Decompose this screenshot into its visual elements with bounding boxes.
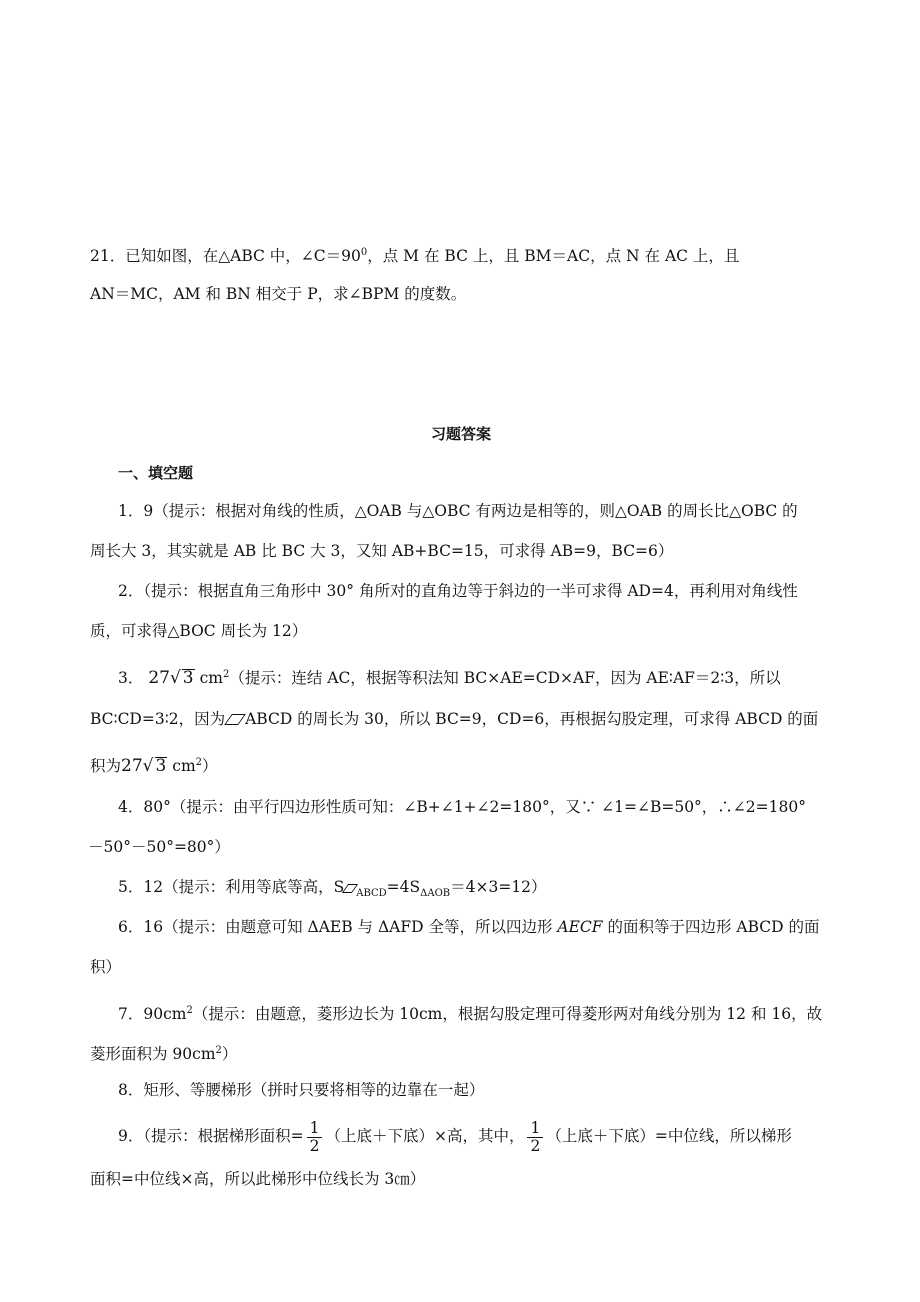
answer-4-line1: 4．80°（提示：由平行四边形性质可知：∠B+∠1+∠2=180°，又∵ ∠1=∠B=50°，∴∠2=180° [118, 798, 806, 816]
answer-2-line1: 2．（提示：根据直角三角形中 30° 角所对的直角边等于斜边的一半可求得 AD=4，再利用对角线性 [118, 582, 798, 600]
parallelogram-icon [226, 714, 244, 725]
answer-6-line1: 6．16（提示：由题意可知 ΔAEB 与 ΔAFD 全等，所以四边形 AECF 的面积等于四边形 ABCD 的面 [118, 918, 820, 936]
answer-9-line1: 9．（提示：根据梯形面积= $\frac{1}{2}$ （上底＋下底）×高，其中， $\frac{1}{2}$ （上底＋下底）=中位线，所以梯形 [118, 1118, 792, 1155]
answer-4-line2: －50°－50°=80°） [88, 838, 230, 856]
answer-9-line2: 面积=中位线×高，所以此梯形中位线长为 3㎝） [90, 1170, 426, 1188]
answer-7-line1: 7．$90cm^2$（提示：由题意，菱形边长为 10cm，根据勾股定理可得菱形两对角线分别为 12 和 16，故 [118, 1005, 823, 1024]
fraction-half: $\frac{1}{2}$ [527, 1120, 543, 1155]
answer-2-line2: 质，可求得△BOC 周长为 12） [90, 622, 308, 640]
sqrt-expression: 27√ 3 [148, 668, 194, 689]
answers-title: 习题答案 [431, 425, 492, 443]
answer-3-line1: 3． 27√ 3 $cm^2$（提示：连结 AC，根据等积法知 BC×AE=CD×AF，因为 AE∶AF＝2∶3，所以 [118, 668, 781, 689]
answer-3-line2: BC∶CD=3∶2，因为 ABCD 的周长为 30，所以 BC=9，CD=6，再根据勾股定理，可求得 ABCD 的面 [90, 710, 819, 728]
parallelogram-icon [344, 884, 356, 893]
answer-5: 5．12（提示：利用等底等高，S $_{ABCD}=4S_{\Delta AOB}=4\times 3=12$） [118, 878, 547, 900]
answer-6-line2: 积） [90, 958, 122, 976]
answer-7-line2: 菱形面积为 $90cm^2$） [90, 1045, 238, 1064]
answer-1-line1: 1．9（提示：根据对角线的性质，△OAB 与△OBC 有两边是相等的，则△OAB 的周长比△OBC 的 [118, 502, 798, 520]
answer-1-line2: 周长大 3，其实就是 AB 比 BC 大 3，又知 AB+BC=15，可求得 AB=9，BC=6） [90, 542, 674, 560]
question-21-line2: AN＝MC，AM 和 BN 相交于 P，求∠BPM 的度数。 [90, 285, 467, 303]
fraction-half: $\frac{1}{2}$ [307, 1120, 323, 1155]
sqrt-icon: √ [169, 668, 181, 689]
answer-8: 8．矩形、等腰梯形（拼时只要将相等的边靠在一起） [118, 1081, 485, 1099]
sqrt-icon: √ [142, 756, 154, 777]
answer-3-line3: 积为27√ 3 $cm^2$） [90, 756, 218, 777]
question-21-line1: 21．已知如图，在△ABC 中，$\angle C=90^0$，点 M 在 BC 上，且 BM＝AC，点 N 在 AC 上，且 [90, 247, 740, 266]
section-title-fill-blank: 一、填空题 [118, 464, 194, 482]
